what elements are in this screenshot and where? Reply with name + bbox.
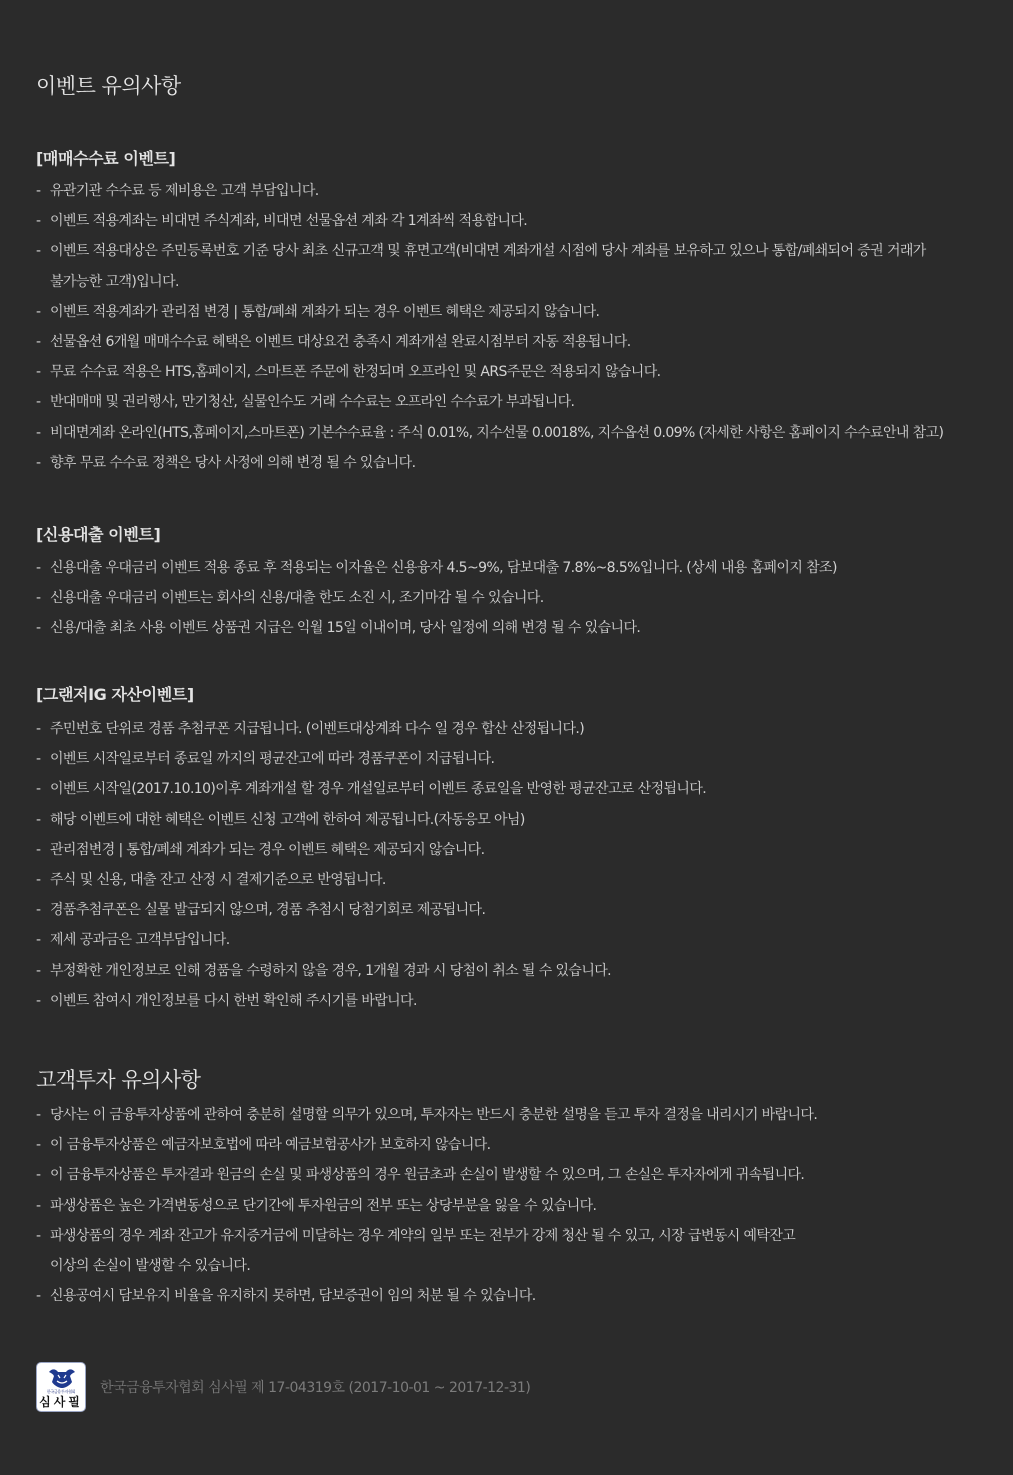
list-item: - 이 금융투자상품은 투자결과 원금의 손실 및 파생상품의 경우 원금초과 손실이 발생할 수 있으며, 그 손실은 투자자에게 귀속됩니다. — [36, 1160, 986, 1190]
section-heading-commission: [매매수수료 이벤트] — [36, 149, 176, 168]
list-item: - 주민번호 단위로 경품 추첨쿠폰 지급됩니다. (이벤트대상계좌 다수 일 경우 합산 산정됩니다.) — [36, 714, 986, 744]
seal-big-text: 심사필 — [39, 1395, 83, 1409]
list-item: - 무료 수수료 적용은 HTS,홈페이지, 스마트폰 주문에 한정되며 오프라인 및 ARS주문은 적용되지 않습니다. — [36, 357, 986, 387]
section-heading-grandeur: [그랜저IG 자산이벤트] — [36, 685, 194, 704]
list-item: - 신용/대출 최초 사용 이벤트 상품권 지급은 익월 15일 이내이며, 당사 일정에 의해 변경 될 수 있습니다. — [36, 613, 986, 643]
list-item: - 이벤트 시작일(2017.10.10)이후 계좌개설 할 경우 개설일로부터 이벤트 종료일을 반영한 평균잔고로 산정됩니다. — [36, 774, 986, 804]
approval-footer — [36, 1362, 530, 1412]
commission-event-list — [36, 176, 986, 478]
list-item: - 유관기관 수수료 등 제비용은 고객 부담입니다. — [36, 176, 986, 206]
list-item: - 당사는 이 금융투자상품에 관하여 충분히 설명할 의무가 있으며, 투자자는 반드시 충분한 설명을 듣고 투자 결정을 내리시기 바랍니다. — [36, 1100, 986, 1130]
event-notice-title: 이벤트 유의사항 — [36, 74, 181, 98]
list-item: - 비대면계좌 온라인(HTS,홈페이지,스마트폰) 기본수수료율 : 주식 0.01%, 지수선물 0.0018%, 지수옵션 0.09% (자세한 사항은 홈페이지 수수료안내 참고) — [36, 418, 986, 448]
list-item: - 해당 이벤트에 대한 혜택은 이벤트 신청 고객에 한하여 제공됩니다.(자동응모 아님) — [36, 805, 986, 835]
list-item: - 관리점변경 | 통합/폐쇄 계좌가 되는 경우 이벤트 혜택은 제공되지 않습니다. — [36, 835, 986, 865]
approval-number-text: 한국금융투자협회 심사필 제 17-04319호 (2017-10-01 ~ 2017-12-31) — [100, 1380, 531, 1396]
list-item-continuation — [36, 1251, 986, 1281]
list-item: - 신용공여시 담보유지 비율을 유지하지 못하면, 담보증권이 임의 처분 될 수 있습니다. — [36, 1281, 986, 1311]
list-item: - 이벤트 참여시 개인정보를 다시 한번 확인해 주시기를 바랍니다. — [36, 986, 986, 1016]
list-item: - 경품추첨쿠폰은 실물 발급되지 않으며, 경품 추첨시 당첨기회로 제공됩니다. — [36, 895, 986, 925]
continuation-text: 이상의 손실이 발생할 수 있습니다. — [50, 1258, 251, 1275]
section-heading-credit-loan: [신용대출 이벤트] — [36, 525, 161, 544]
list-item: - 제세 공과금은 고객부담입니다. — [36, 925, 986, 955]
list-item: - 반대매매 및 권리행사, 만기청산, 실물인수도 거래 수수료는 오프라인 수수료가 부과됩니다. — [36, 387, 986, 417]
list-item: - 향후 무료 수수료 정책은 당사 사정에 의해 변경 될 수 있습니다. — [36, 448, 986, 478]
list-item: - 이벤트 적용계좌는 비대면 주식계좌, 비대면 선물옵션 계좌 각 1계좌씩 적용합니다. — [36, 206, 986, 236]
continuation-text: 불가능한 고객)입니다. — [50, 273, 179, 290]
list-item: - 이벤트 적용계좌가 관리점 변경 | 통합/폐쇄 계좌가 되는 경우 이벤트 혜택은 제공되지 않습니다. — [36, 297, 986, 327]
list-item: - 파생상품의 경우 계좌 잔고가 유지증거금에 미달하는 경우 계약의 일부 또는 전부가 강제 청산 될 수 있고, 시장 급변동시 예탁잔고 — [36, 1221, 986, 1251]
grandeur-event-list — [36, 714, 986, 1016]
list-item: - 이벤트 시작일로부터 종료일 까지의 평균잔고에 따라 경품쿠폰이 지급됩니다. — [36, 744, 986, 774]
investor-notice-title: 고객투자 유의사항 — [36, 1068, 201, 1092]
list-item: - 신용대출 우대금리 이벤트 적용 종료 후 적용되는 이자율은 신용융자 4.5~9%, 담보대출 7.8%~8.5%입니다. (상세 내용 홈페이지 참조) — [36, 553, 986, 583]
seal-small-text: 한국금융투자협회 — [46, 1389, 76, 1394]
list-item: - 주식 및 신용, 대출 잔고 산정 시 결제기준으로 반영됩니다. — [36, 865, 986, 895]
list-item: - 신용대출 우대금리 이벤트는 회사의 신용/대출 한도 소진 시, 조기마감 될 수 있습니다. — [36, 583, 986, 613]
credit-loan-event-list — [36, 553, 986, 644]
list-item: - 선물옵션 6개월 매매수수료 혜택은 이벤트 대상요건 충족시 계좌개설 완료시점부터 자동 적용됩니다. — [36, 327, 986, 357]
list-item-continuation — [36, 267, 986, 297]
list-item: - 이벤트 적용대상은 주민등록번호 기준 당사 최초 신규고객 및 휴면고객(비대면 계좌개설 시점에 당사 계좌를 보유하고 있으나 통합/폐쇄되어 증권 거래가 — [36, 236, 986, 266]
kofia-seal — [36, 1362, 86, 1412]
list-item: - 파생상품은 높은 가격변동성으로 단기간에 투자원금의 전부 또는 상당부분을 잃을 수 있습니다. — [36, 1191, 986, 1221]
list-item: - 이 금융투자상품은 예금자보호법에 따라 예금보험공사가 보호하지 않습니다. — [36, 1130, 986, 1160]
list-item: - 부정확한 개인정보로 인해 경품을 수령하지 않을 경우, 1개월 경과 시 당첨이 취소 될 수 있습니다. — [36, 956, 986, 986]
investor-notice-list — [36, 1100, 986, 1311]
